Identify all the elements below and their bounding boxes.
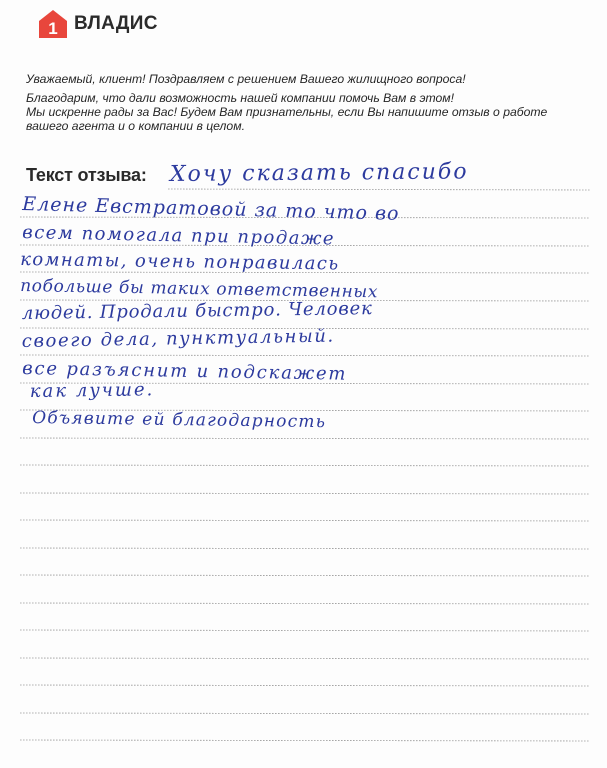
handwriting-line: Хочу сказать спасибо [169, 159, 469, 187]
intro-line-request-cont: вашего агента и о компании в целом. [26, 119, 245, 133]
handwriting-line: комнаты, очень понравилась [20, 249, 340, 275]
intro-line-request: Мы искренне рады за Вас! Будем Вам признательны, если Вы напишите отзыв о работе [26, 105, 548, 119]
company-logo [38, 9, 158, 39]
handwriting-line: все разъяснит и подскажет [22, 358, 348, 385]
handwriting-line: своего дела, пунктуальный. [21, 325, 335, 352]
handwriting-line: как лучше. [29, 379, 155, 402]
intro-line-thanks: Благодарим, что дали возможность нашей компании помочь Вам в этом! [26, 91, 455, 105]
house-logo-icon [38, 9, 68, 39]
logo-digit: 1 [48, 19, 58, 38]
intro-text [26, 72, 586, 133]
brand-name: ВЛАДИС [74, 13, 158, 34]
handwriting-line: побольше бы таких ответственных [20, 276, 379, 303]
handwriting-line: людей. Продали быстро. Человек [21, 298, 373, 324]
handwriting-line: Елене Евстратовой за то что во [22, 193, 400, 225]
handwriting-line: всем помогала при продаже [22, 222, 336, 250]
handwriting-line: Объявите ей благодарность [32, 408, 327, 433]
intro-line-greeting: Уважаемый, клиент! Поздравляем с решением Вашего жилищного вопроса! [26, 72, 466, 86]
review-text-label: Текст отзыва: [26, 165, 147, 185]
